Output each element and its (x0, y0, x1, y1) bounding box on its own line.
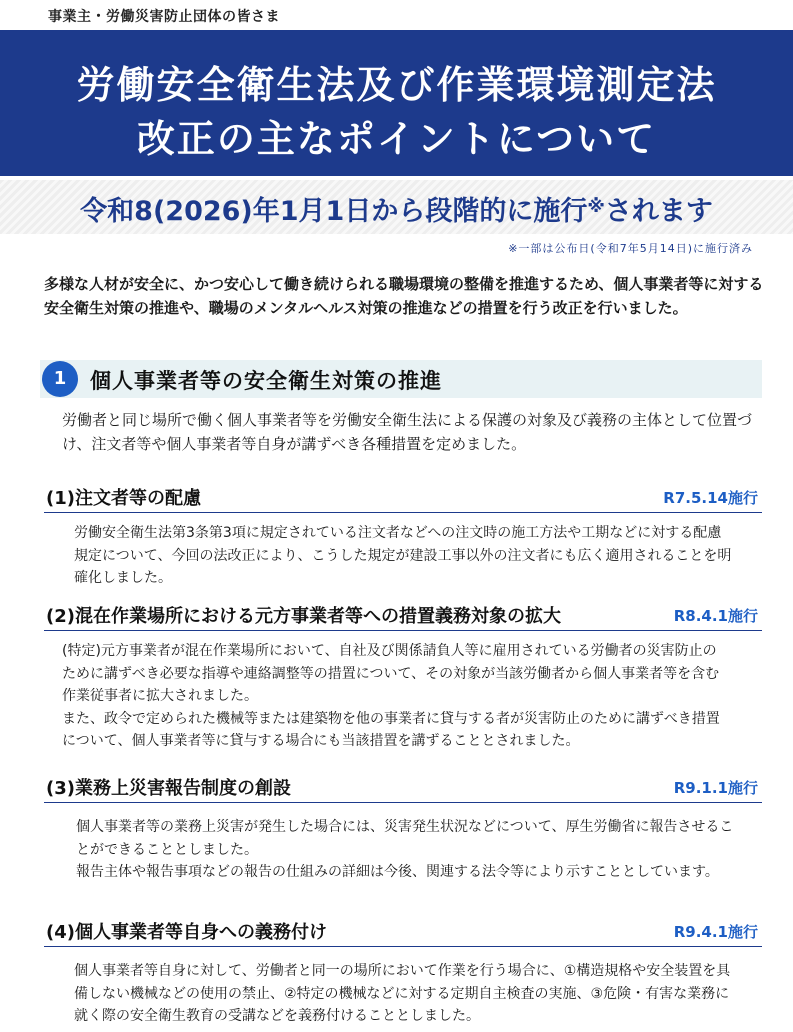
item-title: (2)混在作業場所における元方事業者等への措置義務対象の拡大 (46, 606, 561, 627)
effective-tag: R8.4.1施行 (673, 607, 758, 625)
section-title: 個人事業者等の安全衛生対策の推進 (90, 369, 442, 393)
intro-text: 多様な人材が安全に、かつ安心して働き続けられる職場環境の整備を推進するため、個人事業者等に対する安全衛生対策の推進や、職場のメンタルヘルス対策の推進などの措置を行う改正を行いました。 (44, 275, 764, 317)
effective-date: 令和8(2026)年1月1日から段階的に施行 (80, 196, 588, 227)
item-title: (4)個人事業者等自身への義務付け (46, 922, 327, 943)
item-4-body (74, 960, 734, 1028)
page-title-line2: 改正の主なポイントについて (136, 117, 657, 161)
audience-label: 事業主・労働災害防止団体の皆さま (48, 9, 280, 25)
effective-tag: R7.5.14施行 (663, 489, 758, 507)
effective-date-bar (0, 180, 793, 234)
section-description: 労働者と同じ場所で働く個人事業者等を労働安全衛生法による保護の対象及び義務の主体として位置づけ、注文者等や個人事業者等自身が講ずべき各種措置を定めました。 (62, 411, 753, 453)
effective-tag: R9.4.1施行 (673, 923, 758, 941)
item-paragraph: 個人事業者等の業務上災害が発生した場合には、災害発生状況などについて、厚生労働省に報告させることができることとしました。 (76, 819, 734, 858)
item-title: (3)業務上災害報告制度の創設 (46, 778, 291, 799)
item-1-body (74, 522, 734, 590)
title-banner (0, 30, 793, 176)
effective-tag: R9.1.1施行 (673, 779, 758, 797)
effective-date-suffix: されます (604, 196, 713, 227)
section-number-badge: 1 (42, 361, 78, 397)
section-1-header (40, 360, 762, 398)
item-paragraph: (特定)元方事業者が混在作業場所において、自社及び関係請負人等に雇用されている労働者の災害防止のために講ずべき必要な指導や連絡調整等の措置について、その対象が当該労働者から個人事業者等を含む作業従事者に拡大されました。 (62, 643, 720, 704)
effective-date-mark: ※ (587, 196, 605, 217)
item-4-header (44, 918, 762, 947)
item-1-header (44, 484, 762, 513)
item-2-header (44, 602, 762, 631)
item-2-body (62, 640, 722, 753)
item-paragraph: また、政令で定められた機械等または建築物を他の事業者に貸与する者が災害防止のために講ずべき措置について、個人事業者等に貸与する場合にも当該措置を講ずることとされました。 (62, 710, 720, 749)
item-paragraph: 労働安全衛生法第3条第3項に規定されている注文者などへの注文時の施工方法や工期などに対する配慮規定について、今回の法改正により、こうした規定が建設工事以外の注文者にも広く適用されることを明確化しました。 (74, 525, 732, 586)
item-3-body (76, 816, 736, 884)
page-title-line1: 労働安全衛生法及び作業環境測定法 (76, 63, 717, 107)
item-paragraph: 報告主体や報告事項などの報告の仕組みの詳細は今後、関連する法令等により示すこととしています。 (76, 864, 719, 880)
item-paragraph: 個人事業者等自身に対して、労働者と同一の場所において作業を行う場合に、①構造規格や安全装置を具備しない機械などの使用の禁止、②特定の機械などに対する定期自主検査の実施、③危険・有害な業務に就く際の安全衛生教育の受講などを義務付けることとしました。 (74, 963, 731, 1024)
item-3-header (44, 774, 762, 803)
footnote: ※一部は公布日(令和7年5月14日)に施行済み (508, 242, 753, 255)
item-title: (1)注文者等の配慮 (46, 488, 201, 509)
